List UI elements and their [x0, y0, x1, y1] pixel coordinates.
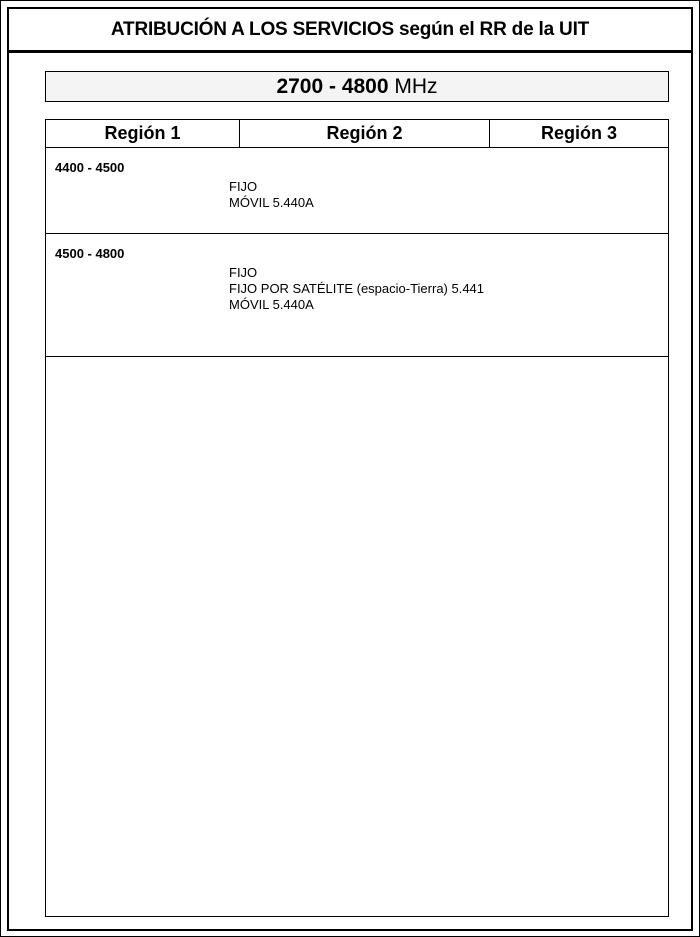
service-item: FIJO	[229, 265, 258, 280]
region-header-row	[46, 120, 668, 148]
allocation-table	[45, 119, 669, 917]
title-bar	[9, 9, 691, 53]
region-2-header: Región 2	[240, 120, 490, 147]
frequency-band-heading	[276, 75, 437, 99]
allocation-services	[229, 265, 484, 313]
allocation-band-label: 4400 - 4500	[55, 160, 125, 175]
allocation-row	[46, 234, 668, 357]
service-item: MÓVIL 5.440A	[229, 297, 314, 312]
allocation-band-label: 4500 - 4800	[55, 246, 125, 261]
allocation-services	[229, 179, 314, 211]
frequency-band-unit: MHz	[394, 74, 438, 98]
service-item: MÓVIL 5.440A	[229, 195, 314, 210]
service-item: FIJO POR SATÉLITE (espacio-Tierra) 5.441	[229, 281, 485, 296]
region-1-header: Región 1	[46, 120, 240, 147]
region-3-header: Región 3	[540, 123, 617, 143]
service-item: FIJO	[229, 179, 258, 194]
frequency-band-box	[45, 71, 669, 102]
frequency-band-range: 2700 - 4800	[276, 74, 389, 98]
page-title: ATRIBUCIÓN A LOS SERVICIOS según el RR de la UIT	[110, 18, 590, 40]
allocation-row	[46, 148, 668, 234]
